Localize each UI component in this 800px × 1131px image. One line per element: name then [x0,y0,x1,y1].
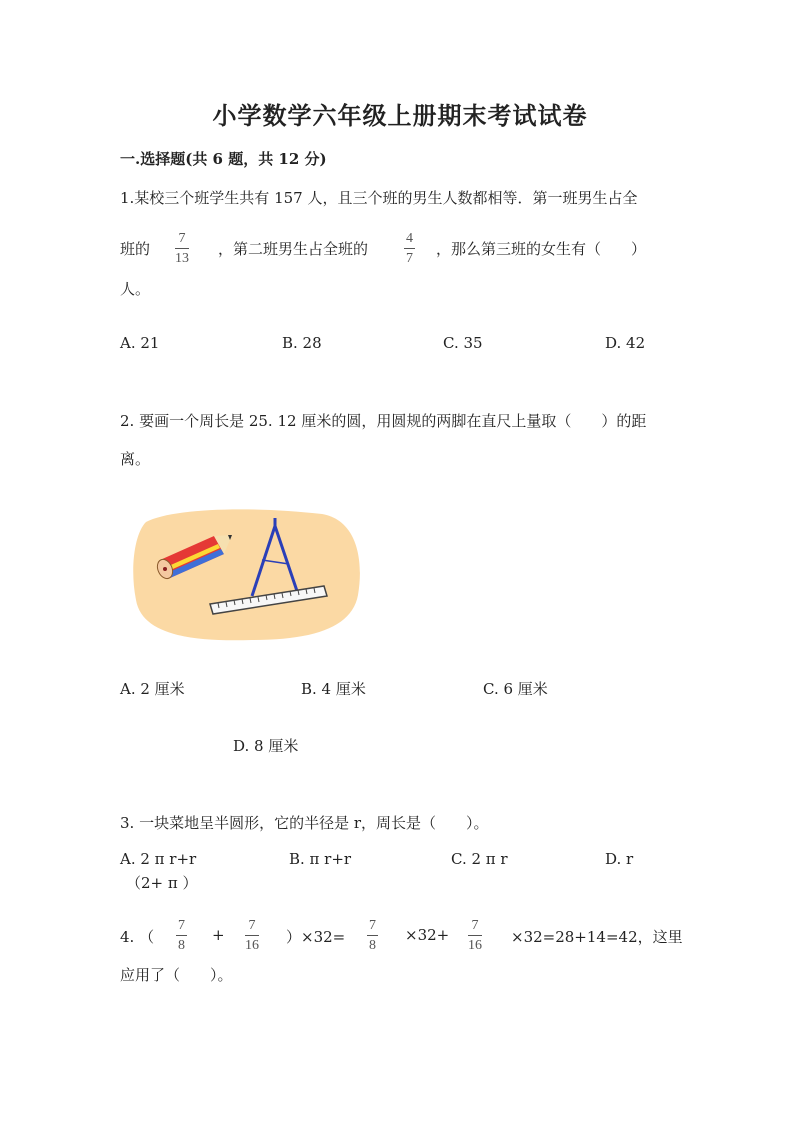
q4-seg3: ）×32= [286,928,346,946]
fraction-denominator: 13 [175,251,189,266]
q1-fraction-7-13 [175,232,189,266]
fraction-denominator: 16 [245,938,259,953]
q3-option-c: C. 2 π r [451,850,508,868]
q4-fraction-7-16-b [468,919,482,953]
q1-option-b: B. 28 [282,334,322,352]
q1-line1: 1.某校三个班学生共有 157 人，且三个班的男生人数都相等．第一班男生占全 [120,189,638,207]
fraction-numerator: 7 [471,918,479,933]
q1-fraction-4-7 [404,232,415,266]
q4-seg2: + [212,926,225,944]
q2-line1: 2. 要画一个周长是 25. 12 厘米的圆，用圆规的两脚在直尺上量取（ ）的距 [120,412,647,430]
q1-option-d: D. 42 [605,334,646,352]
q1-seg2: ，第二班男生占全班的 [218,240,369,258]
fraction-numerator: 4 [406,231,413,246]
q4-seg4: ×32+ [405,926,450,944]
q4-fraction-7-8-a [176,919,187,953]
q3-line1: 3. 一块菜地呈半圆形，它的半径是 r，周长是（ ）。 [120,814,489,832]
q3-option-a: A. 2 π r+r [120,850,197,868]
fraction-denominator: 16 [468,938,482,953]
fraction-denominator: 8 [369,938,376,953]
q2-option-d: D. 8 厘米 [233,737,299,755]
q3-option-d: D. r [605,850,634,868]
q4-line2: 应用了（ ）。 [120,966,233,984]
q1-option-c: C. 35 [443,334,483,352]
fraction-denominator: 8 [178,938,185,953]
q1-seg1: 班的 [120,240,151,258]
q4-seg1: 4. （ [120,928,155,946]
q1-line3: 人。 [120,280,151,298]
fraction-numerator: 7 [248,918,256,933]
q2-option-a: A. 2 厘米 [120,680,185,698]
q2-option-c: C. 6 厘米 [483,680,548,698]
q4-fraction-7-8-b [367,919,378,953]
q2-line2: 离。 [120,450,151,468]
q3-option-b: B. π r+r [289,850,352,868]
fraction-numerator: 7 [369,918,376,933]
compass-pencil-ruler-illustration [132,500,364,646]
section-heading: 一.选择题(共 6 题，共 12 分) [120,150,327,168]
q3-option-a-continued: （2+ π ） [126,874,198,892]
page-title: 小学数学六年级上册期末考试试卷 [212,101,588,130]
fraction-denominator: 7 [406,251,413,266]
q4-fraction-7-16-a [245,919,259,953]
fraction-numerator: 7 [178,918,185,933]
q2-option-b: B. 4 厘米 [301,680,366,698]
q4-seg5: ×32=28+14=42，这里 [511,928,683,946]
fraction-numerator: 7 [178,231,186,246]
q1-option-a: A. 21 [120,334,160,352]
q1-seg3: ，那么第三班的女生有（ ） [436,240,647,258]
